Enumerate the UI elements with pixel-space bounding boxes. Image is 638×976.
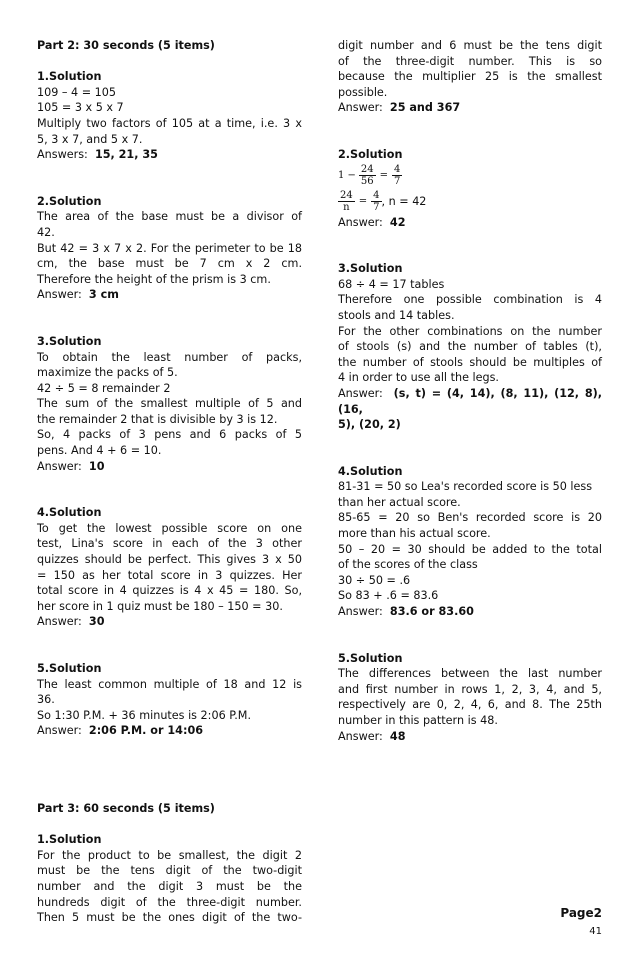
answer-value: 2:06 P.M. or 14:06: [88, 724, 204, 738]
solution-line: test, Lina's score in each of the 3 other: [37, 537, 302, 551]
solution-line: hundreds digit of the three-digit number.: [37, 895, 302, 909]
solution-line: quizzes should be perfect. This gives 3 x 50: [37, 553, 302, 567]
solution-line: digit number and 6 must be the tens digit: [338, 39, 602, 52]
answer-label: Answer:: [338, 729, 383, 743]
solution-title: 2.Solution: [37, 194, 102, 208]
answer-line: [338, 729, 602, 745]
answer-line: [37, 147, 302, 163]
answer-label: Answer:: [338, 101, 383, 115]
answer-value: 83.6 or 83.60: [389, 605, 474, 619]
part3-solution-4: [338, 464, 602, 620]
solution-line: To get the lowest possible score on one: [37, 521, 302, 535]
answer-line: [338, 604, 602, 620]
answer-line: [37, 287, 302, 303]
part3-solution-3: [338, 261, 602, 433]
solution-line: number in this pattern is 48.: [338, 714, 498, 727]
numerator: 24: [360, 164, 374, 176]
answer-line: [37, 614, 302, 630]
solution-line: must be the tens digit of the two-digit: [37, 864, 302, 878]
solution-title: 1.Solution: [37, 70, 102, 84]
solution-line: = 150 as her total score in 3 quizzes. Her: [37, 568, 302, 582]
solution-line: For the other combinations on the number: [338, 324, 602, 338]
solution-line: 4 in order to use all the legs.: [338, 371, 499, 385]
equation-2: [338, 189, 602, 215]
answer-value: 42: [389, 215, 406, 229]
solution-line: 68 ÷ 4 = 17 tables: [338, 277, 445, 291]
equals-sign: =: [379, 169, 389, 181]
part2-solution-3: [37, 334, 302, 474]
solution-line: So 1:30 P.M. + 36 minutes is 2:06 P.M.: [37, 708, 252, 722]
page-label: Page2: [560, 906, 602, 920]
solution-title: 5.Solution: [37, 662, 102, 675]
solution-line: her score in 1 quiz must be 180 – 150 = 30.: [37, 599, 283, 613]
solution-line: respectively are 0, 2, 4, 6, and 8. The 25th: [338, 698, 602, 712]
solution-line: The area of the base must be a divisor of: [37, 210, 302, 224]
solution-line: Then 5 must be the ones digit of the two-: [37, 911, 302, 925]
denominator: 56: [360, 176, 374, 188]
part2-solution-5: [37, 661, 302, 739]
solution-line: the remainder 2 that is divisible by 3 is 12.: [37, 412, 278, 426]
solution-line: number and the digit 3 must be the: [37, 879, 302, 893]
solution-line: 36.: [37, 693, 55, 707]
solution-line: of stools (s) and the number of tables (t),: [338, 340, 602, 354]
denominator: 7: [394, 176, 401, 188]
left-column: [37, 38, 302, 926]
answer-value: 10: [88, 459, 105, 473]
answer-value: 48: [389, 729, 406, 743]
solution-line: Multiply two factors of 105 at a time, i.e. 3 x: [37, 116, 302, 130]
part2-solution-2: [37, 194, 302, 303]
solution-line: than her actual score.: [338, 495, 461, 509]
solution-line: 42.: [37, 225, 55, 239]
solution-line: Therefore the height of the prism is 3 cm.: [37, 272, 271, 286]
part3-solution-1: [37, 832, 302, 926]
fraction: [338, 190, 355, 213]
answer-label: Answer:: [338, 215, 383, 229]
solution-line: the number of stools should be multiples of: [338, 355, 602, 369]
solution-line: stools and 14 tables.: [338, 308, 455, 322]
part3-solution-2: [338, 147, 602, 230]
answer-value: 15, 21, 35: [94, 148, 158, 162]
answer-label: Answer:: [37, 615, 82, 629]
page-number: 41: [589, 926, 602, 937]
answer-line: [338, 386, 602, 417]
solution-title: 5.Solution: [338, 651, 403, 665]
answer-value: 3 cm: [88, 288, 119, 302]
denominator: n: [343, 202, 350, 214]
solution-line: possible.: [338, 85, 388, 99]
solution-title: 4.Solution: [37, 506, 102, 520]
part3-solution-5: [338, 651, 602, 745]
solution-line: more than his actual score.: [338, 527, 491, 541]
solution-line: 42 ÷ 5 = 8 remainder 2: [37, 381, 171, 395]
solution-line: maximize the packs of 5.: [37, 366, 178, 380]
solution-line: cm, the base must be 7 cm x 2 cm.: [37, 257, 302, 271]
answer-value: 30: [88, 615, 105, 629]
solution-line: of the three-digit number. This is so: [338, 54, 602, 68]
solution-line: To obtain the least number of packs,: [37, 350, 302, 364]
part3-title: Part 3: 60 seconds (5 items): [37, 801, 215, 815]
solution-line: 105 = 3 x 5 x 7: [37, 101, 124, 115]
solution-title: 2.Solution: [338, 147, 403, 161]
solution-line: The sum of the smallest multiple of 5 and: [37, 397, 302, 411]
numerator: 24: [340, 190, 353, 202]
answer-line: [338, 215, 602, 231]
answer-label: Answers:: [37, 148, 88, 162]
solution-line: So, 4 packs of 3 pens and 6 packs of 5: [37, 428, 302, 442]
solution-line: and first number in rows 1, 2, 3, 4, and 5,: [338, 682, 602, 696]
answer-line: [37, 459, 302, 475]
solution-line: The least common multiple of 18 and 12 is: [37, 677, 302, 691]
answer-value-continued: 5), (20, 2): [338, 418, 401, 432]
part2-solution-4: [37, 505, 302, 630]
answer-value: (s, t) = (4, 14), (8, 11), (12, 8), (16,: [338, 386, 602, 416]
solution-line: 81-31 = 50 so Lea's recorded score is 50 less: [338, 480, 593, 494]
solution-line: The differences between the last number: [338, 667, 602, 681]
numerator: 4: [373, 190, 380, 202]
answer-label: Answer:: [37, 288, 82, 302]
solution-line: 5, 3 x 7, and 5 x 7.: [37, 132, 143, 146]
denominator: 7: [373, 202, 380, 214]
solution-line: For the product to be smallest, the digit 2: [37, 848, 302, 862]
answer-label: Answer:: [37, 724, 82, 738]
equation-1: [338, 163, 602, 189]
answer-value: 25 and 367: [389, 101, 461, 115]
solution-line: 30 ÷ 50 = .6: [338, 573, 411, 587]
solution-line: So 83 + .6 = 83.6: [338, 589, 439, 603]
solution-line: 85-65 = 20 so Ben's recorded score is 20: [338, 511, 602, 525]
equals-sign: =: [358, 195, 368, 207]
part2-solution-1: [37, 69, 302, 163]
fraction: [392, 164, 402, 187]
solution-title: 4.Solution: [338, 464, 403, 478]
answer-line: [37, 723, 302, 739]
solution-line: 50 – 20 = 30 should be added to the total: [338, 542, 602, 556]
fraction: [359, 164, 376, 187]
part3-solution-1-continued: [338, 38, 602, 116]
equation-lhs: 1 −: [338, 169, 356, 181]
equation-tail: , n = 42: [381, 194, 427, 208]
solution-line: Therefore one possible combination is 4: [338, 293, 602, 307]
solution-title: 3.Solution: [37, 334, 102, 348]
solution-line: total score in 4 quizzes is 4 x 45 = 180. So,: [37, 584, 302, 598]
solution-line: But 42 = 3 x 7 x 2. For the perimeter to be 18: [37, 241, 302, 255]
solution-title: 3.Solution: [338, 262, 403, 276]
right-column: [338, 38, 602, 744]
answer-label: Answer:: [338, 605, 383, 619]
fraction: [371, 190, 381, 213]
answer-line: [338, 100, 602, 116]
answer-label: Answer:: [338, 386, 383, 400]
solution-line: because the multiplier 25 is the smallest: [338, 70, 602, 84]
solution-line: of the scores of the class: [338, 558, 478, 572]
solution-line: 109 – 4 = 105: [37, 85, 117, 99]
solution-title: 1.Solution: [37, 833, 102, 847]
solution-line: pens. And 4 + 6 = 10.: [37, 444, 162, 458]
answer-label: Answer:: [37, 459, 82, 473]
part2-title: Part 2: 30 seconds (5 items): [37, 39, 215, 52]
numerator: 4: [394, 164, 401, 176]
